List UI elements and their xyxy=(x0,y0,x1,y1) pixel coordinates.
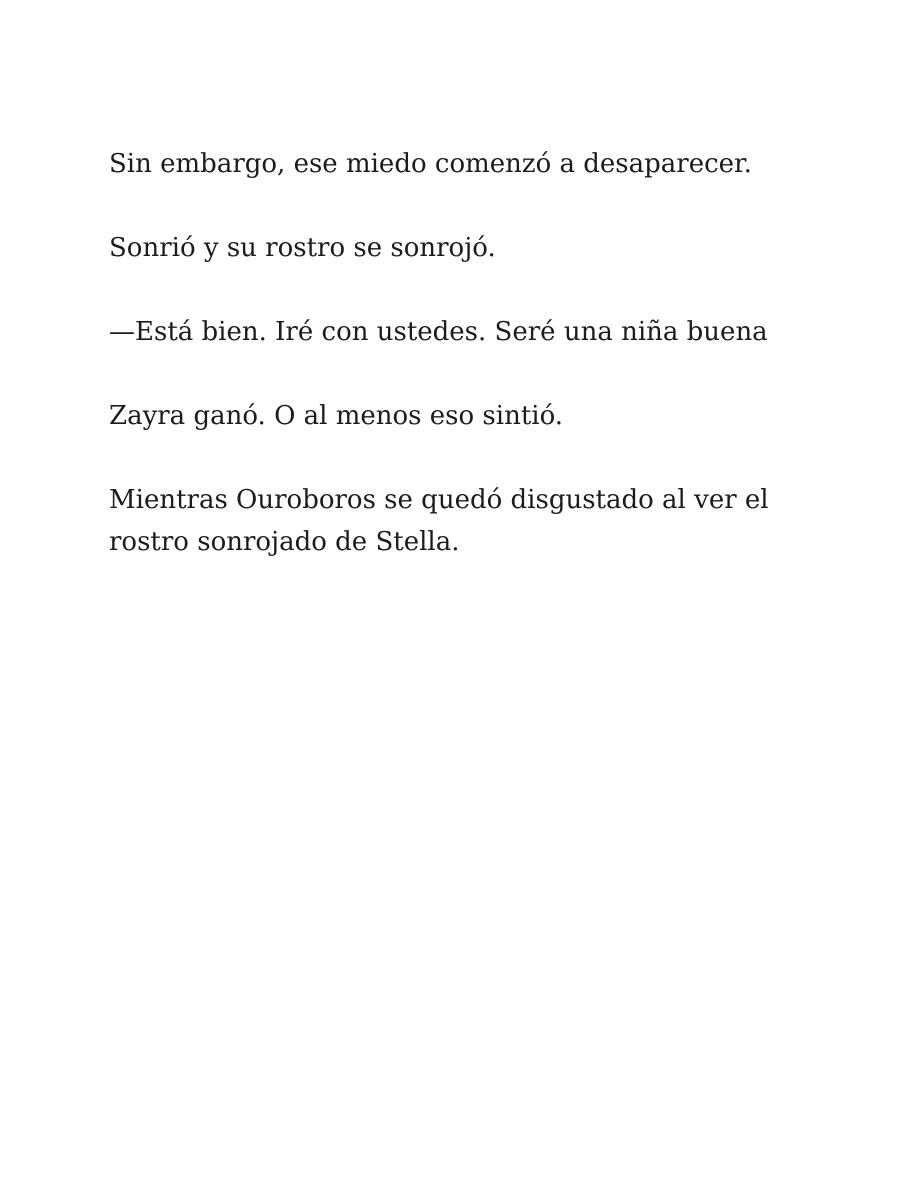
paragraph-5: Mientras Ouroboros se quedó disgustado al ver el rostro sonrojado de Stella. xyxy=(109,485,769,557)
paragraph-4: Zayra ganó. O al menos eso sintió. xyxy=(109,401,564,431)
story-text xyxy=(109,143,809,605)
paragraph-3: —Está bien. Iré con ustedes. Seré una niña buena xyxy=(109,317,768,347)
paragraph-1: Sin embargo, ese miedo comenzó a desaparecer. xyxy=(109,149,752,179)
paragraph-2: Sonrió y su rostro se sonrojó. xyxy=(109,233,496,263)
